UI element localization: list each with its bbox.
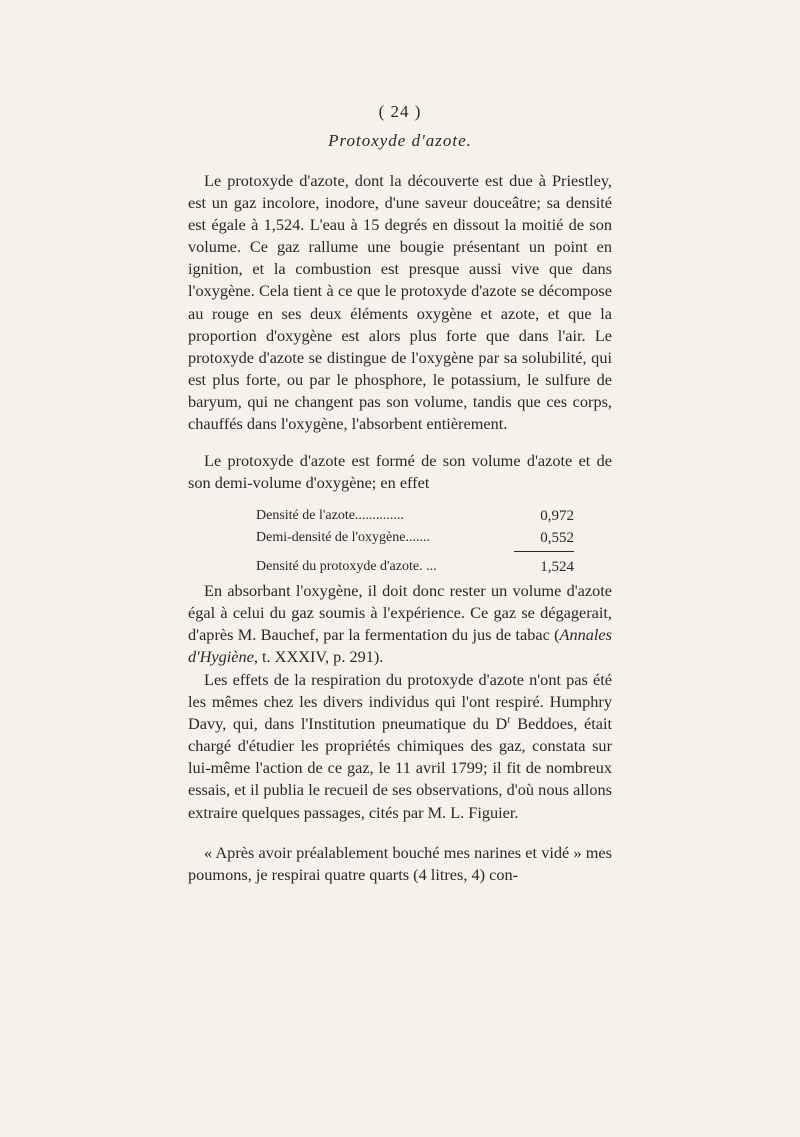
paragraph-4 [188,669,612,824]
density-table [256,505,574,578]
table-row [256,527,574,549]
paragraph-2 [188,450,612,494]
paragraph-3-end: , t. XXXIV, p. 291). [253,647,384,667]
paragraph-1-text: Le protoxyde d'azote, dont la découverte est due à Priestley, est un gaz incolore, inodore, d'une saveur douceâtre; sa densité est égale à 1,524. L'eau à 15 degrés en dissout la moitié de son volume. Ce gaz rallume une bougie présentant un point en ignition, et la combustion est presque aussi vive que dans l'oxygène. Cela tient à ce que le protoxyde d'azote se décompose au rouge en ses deux éléments oxygène et azote, et que la proportion d'oxygène est alors plus forte que dans l'air. Le protoxyde d'azote se distingue de l'oxygène par sa solubilité, qui est plus forte, ou par le phosphore, le potassium, le sulfure de baryum, qui ne changent pas son volume, tandis que ces corps, chauffés dans l'oxygène, l'absorbent entièrement. [188,171,612,434]
paragraph-1 [188,170,612,435]
table-row [256,505,574,527]
paragraph-5 [188,842,612,886]
superscript: r [507,714,511,726]
sum-rule [514,551,574,552]
section-heading: Protoxyde d'azote. [328,131,472,150]
row-label: Densité de l'azote.............. [256,508,404,523]
row-label: Densité du protoxyde d'azote. ... [256,559,437,574]
paragraph-4-start: Les effets de la respiration du protoxyde d'azote n'ont pas été les mêmes chez les divers individus qui l'ont respiré. Humphry Davy, qui, dans l'Institution pneumatique du D [188,670,612,734]
paragraph-3-text [188,580,612,668]
paragraph-4-end: Beddoes, était chargé d'étudier les propriétés chimiques des gaz, constata sur lui-même l'action de ce gaz, le 11 avril 1799; il fit de nombreux essais, et il publia le recueil de ses observations, d'où nous allons extraire quelques passages, cités par M. L. Figuier. [188,714,612,822]
table-row [256,556,574,578]
paragraph-5-text: « Après avoir préalablement bouché mes narines et vidé » mes poumons, je respirai quatre quarts (4 litres, 4) con- [188,843,612,885]
row-label: Demi-densité de l'oxygène....... [256,530,430,545]
paragraph-3-start: En absorbant l'oxygène, il doit donc rester un volume d'azote égal à celui du gaz soumis à l'expérience. Ce gaz se dégagerait, d'après M. Bauchef, par la fermentation du jus de tabac ( [188,581,612,645]
page-number: ( 24 ) [378,102,422,121]
paragraph-3 [188,580,612,668]
paragraph-2-text: Le protoxyde d'azote est formé de son volume d'azote et de son demi-volume d'oxygène; en effet [188,451,612,493]
row-value: 0,972 [540,508,574,524]
journal-title: Annales d'Hygiène [188,625,612,667]
paragraph-4-text [188,669,612,824]
row-value: 0,552 [540,530,574,546]
row-value: 1,524 [540,559,574,575]
